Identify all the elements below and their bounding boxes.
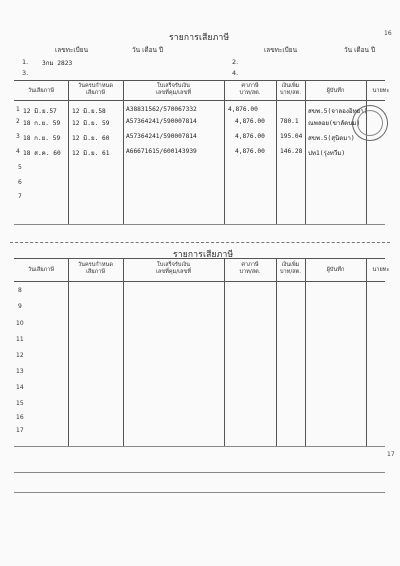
table2-col-sep-1 — [68, 258, 69, 446]
t2-row-num: 15 — [16, 400, 24, 407]
t1-row-num: 1 — [16, 106, 20, 113]
t2-h-recorder: ผู้บันทึก — [326, 267, 345, 273]
bottom-mark: 17 — [387, 451, 395, 458]
table2-col-sep-4 — [276, 258, 277, 446]
reg-entry-1-num: 1. — [22, 58, 29, 66]
table2-top-line — [14, 258, 385, 259]
t1-row-recorder: สขพ.5(จาลองอิทยา) — [308, 108, 368, 115]
t1-row-paid: 18 ก.ย. 59 — [23, 135, 61, 142]
date-label-right: วัน เดือน ปี — [344, 46, 376, 54]
table1-col-sep-4 — [276, 80, 277, 224]
t2-h-due-date: วันครบกำหนด เสียภาษี — [78, 262, 113, 275]
t2-h-tax: ค่าภาษี บาท/สต. — [239, 262, 261, 275]
t2-row-num: 10 — [16, 320, 24, 327]
page-number: 16 — [384, 30, 392, 37]
section1-title: รายการเสียภาษี — [169, 33, 230, 43]
table2-col-sep-6 — [366, 258, 367, 446]
t2-row-num: 13 — [16, 368, 24, 375]
t1-row-receipt: A57364241/590007814 — [126, 118, 197, 125]
reg-label-right: เลขทะเบียน — [264, 46, 298, 54]
t1-row-due: 12 มิ.ย.58 — [72, 108, 106, 115]
t1-row-due: 12 มิ.ย. 59 — [72, 120, 110, 127]
t1-row-due: 12 มิ.ย. 60 — [72, 135, 110, 142]
t1-row-tax: 4,876.00 — [235, 148, 265, 155]
t2-row-num: 17 — [16, 427, 24, 434]
table2-bottom-line — [14, 446, 385, 447]
table2-col-sep-5 — [305, 258, 306, 446]
section2-title: รายการเสียภาษี — [173, 250, 234, 260]
t2-row-num: 16 — [16, 414, 24, 421]
date-label-left: วัน เดือน ปี — [132, 46, 164, 54]
reg-label-left: เลขทะเบียน — [55, 46, 89, 54]
t1-row-tax: 4,876.00 — [235, 133, 265, 140]
t1-row-num: 4 — [16, 148, 20, 155]
footer-line-1 — [14, 472, 385, 473]
t1-row-paid: 18 ส.ค. 60 — [23, 150, 61, 157]
t1-row-num: 3 — [16, 133, 20, 140]
table1-col-sep-3 — [224, 80, 225, 224]
reg-entry-3-num: 3. — [22, 69, 29, 77]
t1-row-recorder: ณพลอย(ขาลัดนม) — [308, 120, 361, 127]
table1-col-sep-1 — [68, 80, 69, 224]
t1-h-receipt: ใบเสร็จรับเงิน เลขที่คุม/เลขที่ — [155, 83, 191, 96]
t2-h-registrar: นายทะ — [372, 267, 390, 273]
t1-row-recorder: สขพ.5(สุนิดมา) — [308, 135, 355, 142]
t1-row-num: 7 — [18, 193, 22, 200]
t1-row-surcharge: 195.04 — [280, 133, 303, 140]
t1-row-receipt: A57364241/590007814 — [126, 133, 197, 140]
t1-h-tax: ค่าภาษี บาท/สต. — [239, 83, 261, 96]
t1-row-receipt: A38831562/570067332 — [126, 106, 197, 113]
t1-h-paid-date: วันเสียภาษี — [27, 88, 55, 94]
t1-h-recorder: ผู้บันทึก — [326, 88, 345, 94]
footer-line-2 — [14, 492, 385, 493]
t1-row-surcharge: 780.1 — [280, 118, 299, 125]
t2-h-receipt: ใบเสร็จรับเงิน เลขที่คุม/เลขที่ — [155, 262, 191, 275]
table2-header-line — [14, 281, 385, 282]
t1-row-num: 2 — [16, 118, 20, 125]
t1-row-num: 5 — [18, 164, 22, 171]
t2-h-paid-date: วันเสียภาษี — [27, 267, 55, 273]
t2-row-num: 12 — [16, 352, 24, 359]
t1-row-tax: 4,876.00 — [235, 118, 265, 125]
t1-row-paid: 12 มิ.ย.57 — [23, 108, 57, 115]
t1-h-surcharge: เงินเพิ่ม บาท/สต. — [279, 83, 302, 96]
reg-entry-4-num: 4. — [232, 69, 239, 77]
reg-entry-1-value: 3กม 2823 — [42, 60, 73, 67]
torn-separator — [10, 242, 390, 243]
t1-row-recorder: ปท1(รุ่งทวีม) — [308, 150, 346, 157]
table1-col-sep-5 — [305, 80, 306, 224]
reg-entry-2-num: 2. — [232, 58, 239, 66]
table1-col-sep-2 — [123, 80, 124, 224]
table1-col-sep-6 — [366, 80, 367, 224]
t1-h-registrar: นายทะ — [372, 88, 390, 94]
t2-row-num: 8 — [18, 287, 22, 294]
t1-h-due-date: วันครบกำหนด เสียภาษี — [78, 83, 113, 96]
t1-row-paid: 18 ก.ย. 59 — [23, 120, 61, 127]
t1-row-tax: 4,876.00 — [228, 106, 258, 113]
table1-top-line — [14, 80, 385, 81]
t2-row-num: 14 — [16, 384, 24, 391]
t1-row-num: 6 — [18, 179, 22, 186]
t2-row-num: 11 — [16, 336, 24, 343]
table1-header-line — [14, 100, 385, 101]
t1-row-receipt: A66671615/600143939 — [126, 148, 197, 155]
t1-row-surcharge: 146.28 — [280, 148, 303, 155]
t2-row-num: 9 — [18, 303, 22, 310]
t1-row-due: 12 มิ.ย. 61 — [72, 150, 110, 157]
table2-col-sep-2 — [123, 258, 124, 446]
table2-col-sep-3 — [224, 258, 225, 446]
t2-h-surcharge: เงินเพิ่ม บาท/สต. — [279, 262, 302, 275]
table1-bottom-line — [14, 224, 385, 225]
